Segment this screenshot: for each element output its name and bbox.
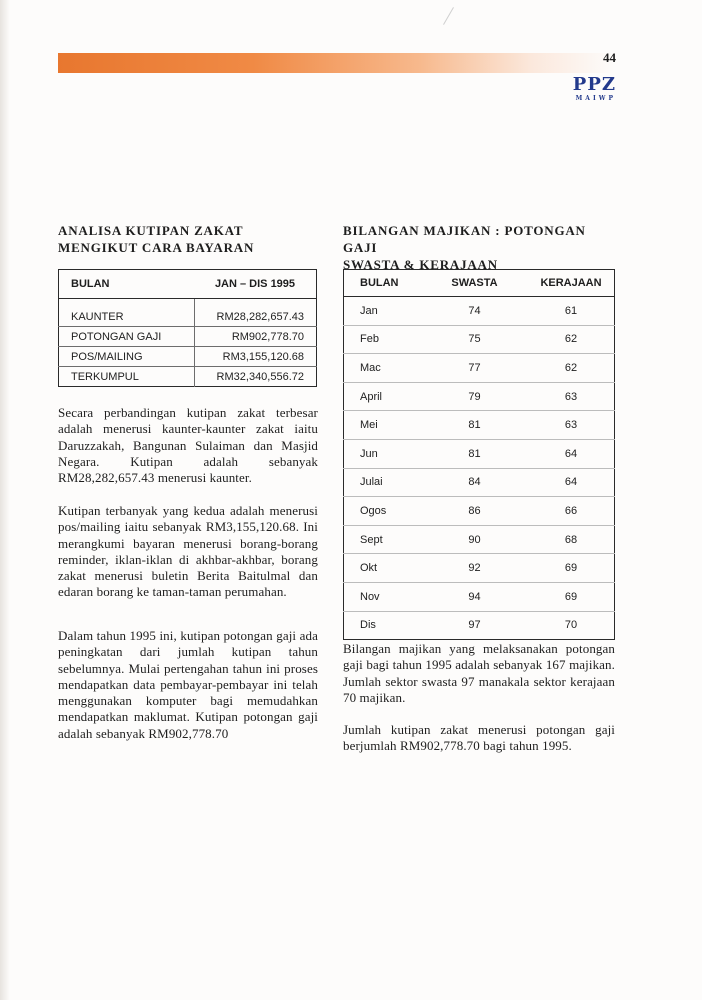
row-month: Sept bbox=[344, 525, 422, 554]
page-number: 44 bbox=[603, 50, 616, 65]
left-heading-line2: MENGIKUT CARA BAYARAN bbox=[58, 240, 255, 255]
table-header-row bbox=[344, 270, 615, 297]
row-value: RM3,155,120.68 bbox=[194, 347, 317, 367]
table-row bbox=[344, 497, 615, 526]
right-heading-line1: BILANGAN MAJIKAN : POTONGAN GAJI bbox=[343, 223, 586, 255]
row-month: Jun bbox=[344, 439, 422, 468]
right-section-heading bbox=[343, 222, 623, 273]
logo-subtitle: MAIWP bbox=[575, 95, 616, 102]
left-paragraph-1: Secara perbandingan kutipan zakat terbesar adalah menerusi kaunter-kaunter zakat iaitu Daruzzakah, Bangunan Sulaiman dan Masjid Negara. Kutipan adalah sebanyak RM28,282,657.43 menerusi kaunter. bbox=[58, 405, 318, 486]
row-swasta: 94 bbox=[421, 582, 528, 611]
table-row bbox=[344, 325, 615, 354]
table-row bbox=[344, 525, 615, 554]
row-kerajaan: 70 bbox=[564, 619, 578, 632]
row-value: RM902,778.70 bbox=[194, 327, 317, 347]
row-kerajaan: 63 bbox=[528, 411, 615, 440]
logo-mark: PPZ bbox=[572, 74, 616, 95]
table-row bbox=[59, 367, 317, 387]
row-swasta: 75 bbox=[421, 325, 528, 354]
table-row bbox=[344, 582, 615, 611]
row-swasta: 74 bbox=[421, 297, 528, 326]
table-row bbox=[344, 611, 615, 640]
row-month: Mei bbox=[344, 411, 422, 440]
column-header-period: JAN – DIS 1995 bbox=[194, 270, 317, 299]
left-paragraph-2: Kutipan terbanyak yang kedua adalah menerusi pos/mailing iaitu sebanyak RM3,155,120.68. Ini merangkumi bayaran menerusi borang-borang reminder, iklan-iklan di akhbar-akhbar, borang zakat menerusi buletin Berita Baitulmal dan edaran borang ke taman-taman perumahan. bbox=[58, 503, 318, 600]
row-swasta: 79 bbox=[421, 382, 528, 411]
row-kerajaan: 62 bbox=[528, 354, 615, 383]
row-month: Dis bbox=[360, 619, 376, 632]
row-label: TERKUMPUL bbox=[71, 370, 139, 383]
row-swasta: 81 bbox=[421, 411, 528, 440]
row-month: Mac bbox=[344, 354, 422, 383]
header-accent-bar bbox=[58, 53, 615, 73]
row-kerajaan: 68 bbox=[528, 525, 615, 554]
row-kerajaan: 64 bbox=[528, 439, 615, 468]
row-month: Nov bbox=[344, 582, 422, 611]
row-value: RM32,340,556.72 bbox=[194, 367, 317, 387]
right-heading-line2: SWASTA & KERAJAAN bbox=[343, 257, 498, 272]
right-paragraph-1: Bilangan majikan yang melaksanakan potongan gaji bagi tahun 1995 adalah sebanyak 167 majikan. Jumlah sektor swasta 97 manakala sektor kerajaan 70 majikan. bbox=[343, 641, 615, 705]
row-kerajaan: 62 bbox=[528, 325, 615, 354]
table-row bbox=[59, 327, 317, 347]
column-header-bulan: BULAN bbox=[344, 270, 422, 297]
row-kerajaan: 69 bbox=[528, 554, 615, 583]
row-kerajaan: 64 bbox=[528, 468, 615, 497]
row-kerajaan: 69 bbox=[528, 582, 615, 611]
table-row bbox=[344, 297, 615, 326]
table-row bbox=[59, 299, 317, 327]
row-month: Julai bbox=[344, 468, 422, 497]
right-paragraph-2: Jumlah kutipan zakat menerusi potongan gaji berjumlah RM902,778.70 bagi tahun 1995. bbox=[343, 722, 615, 754]
table-header-row bbox=[59, 270, 317, 299]
left-section-heading bbox=[58, 222, 318, 256]
column-header-kerajaan: KERAJAAN bbox=[528, 270, 615, 297]
scan-edge-shadow bbox=[0, 0, 10, 1000]
payment-method-table bbox=[58, 269, 317, 387]
row-month: Ogos bbox=[344, 497, 422, 526]
row-swasta: 90 bbox=[421, 525, 528, 554]
table-row bbox=[344, 468, 615, 497]
row-month: Feb bbox=[344, 325, 422, 354]
employer-count-table bbox=[343, 269, 615, 640]
table-row bbox=[344, 354, 615, 383]
column-header-bulan: BULAN bbox=[59, 270, 195, 299]
table-row bbox=[344, 382, 615, 411]
scan-mark bbox=[443, 7, 454, 25]
column-header-swasta: SWASTA bbox=[421, 270, 528, 297]
row-label: POTONGAN GAJI bbox=[59, 327, 195, 347]
row-value: RM28,282,657.43 bbox=[194, 299, 317, 327]
row-month: Okt bbox=[344, 554, 422, 583]
row-swasta: 92 bbox=[421, 554, 528, 583]
row-swasta: 81 bbox=[421, 439, 528, 468]
row-swasta: 97 bbox=[468, 619, 481, 632]
row-swasta: 84 bbox=[421, 468, 528, 497]
row-kerajaan: 61 bbox=[528, 297, 615, 326]
row-kerajaan: 66 bbox=[528, 497, 615, 526]
table-row bbox=[344, 554, 615, 583]
row-month: Jan bbox=[344, 297, 422, 326]
ppz-logo bbox=[556, 76, 616, 102]
row-month: April bbox=[344, 382, 422, 411]
table-row bbox=[344, 439, 615, 468]
row-swasta: 77 bbox=[421, 354, 528, 383]
left-heading-line1: ANALISA KUTIPAN ZAKAT bbox=[58, 223, 244, 238]
row-kerajaan: 63 bbox=[528, 382, 615, 411]
row-swasta: 86 bbox=[421, 497, 528, 526]
left-paragraph-3: Dalam tahun 1995 ini, kutipan potongan gaji ada peningkatan dari jumlah kutipan tahun sebelumnya. Mulai pertengahan tahun ini proses mendapatkan data pembayar-pembayar ini telah menggunakan komputer bagi memudahkan mendapatkan maklumat. Kutipan potongan gaji adalah sebanyak RM902,778.70 bbox=[58, 628, 318, 741]
table-row bbox=[344, 411, 615, 440]
row-label: POS/MAILING bbox=[59, 347, 195, 367]
table-row bbox=[59, 347, 317, 367]
row-label: KAUNTER bbox=[59, 299, 195, 327]
